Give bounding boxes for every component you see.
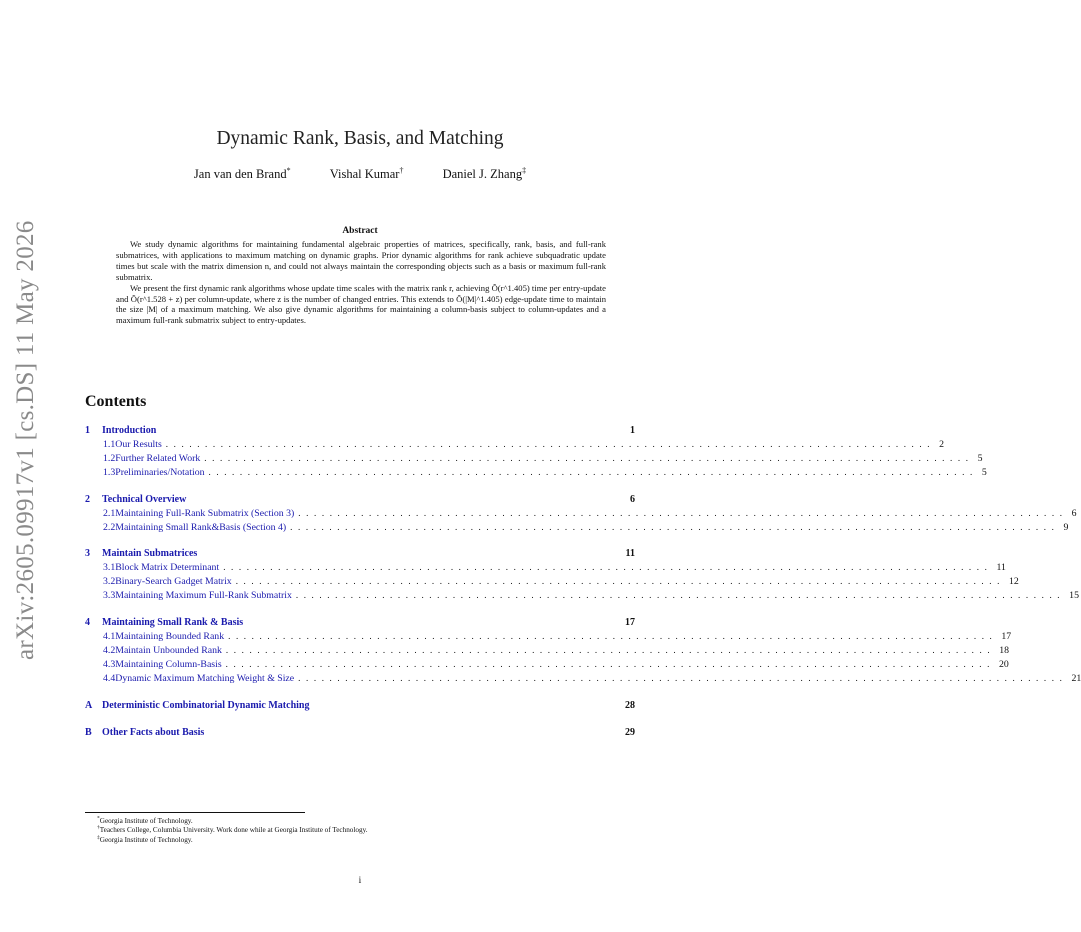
toc-page-number: 21 xyxy=(1071,672,1081,684)
toc-subsection-number: 4.4 xyxy=(103,672,116,684)
author xyxy=(194,167,291,182)
toc-subsection-title: Maintaining Column-Basis xyxy=(115,658,222,670)
toc-page-number: 11 xyxy=(996,562,1006,574)
abstract-paragraph: We study dynamic algorithms for maintaining fundamental algebraic properties of matrices, specifically, rank, basis, and full-rank submatrices, with applications to maximum matching on dynamic graphs. Prior dynamic algorithms for rank achieve subquadratic update times but scale with the matrix dimension n, and could not always maintain the corresponding objects such as a basis or maximum full-rank submatrix. xyxy=(116,239,606,282)
footnote-text: Teachers College, Columbia University. Work done while at Georgia Institute of Technology. xyxy=(99,826,368,835)
toc-page-number: 12 xyxy=(1009,576,1019,588)
toc-subsection[interactable] xyxy=(85,521,1069,535)
toc-subsection-number: 1.3 xyxy=(103,466,116,478)
toc-subsection-number: 1.1 xyxy=(103,439,116,450)
toc-subsection-number: 4.3 xyxy=(103,658,116,670)
footnote-mark: ‡ xyxy=(97,834,100,841)
toc-section-2[interactable] xyxy=(85,493,635,507)
toc-section-title: Maintain Submatrices xyxy=(102,548,198,560)
toc-leader-dots: .................................................................................................. xyxy=(228,631,998,642)
toc-subsection-title: Dynamic Maximum Matching Weight & Size xyxy=(115,672,295,684)
toc-page-number: 17 xyxy=(1001,631,1012,643)
toc-section-title: Other Facts about Basis xyxy=(102,726,205,738)
toc-section-number: 2 xyxy=(85,493,90,505)
toc-section-number: 1 xyxy=(85,425,90,436)
toc-subsection-number: 4.2 xyxy=(103,645,116,657)
toc-leader-dots: .................................................................................................. xyxy=(165,439,936,449)
toc-subsection-number: 2.2 xyxy=(103,521,116,533)
contents-heading: Contents xyxy=(85,393,147,410)
toc-subsection-title: Maintain Unbounded Rank xyxy=(115,645,222,657)
author xyxy=(330,167,404,182)
toc-section-number: 3 xyxy=(85,548,90,560)
toc-subsection[interactable] xyxy=(85,672,1081,686)
toc-section-title: Technical Overview xyxy=(102,493,187,505)
toc-subsection[interactable] xyxy=(85,507,1077,521)
toc-page-number: 6 xyxy=(1071,507,1077,519)
toc-leader-dots: .................................................................................................. xyxy=(225,658,995,669)
toc-section-title: Maintaining Small Rank & Basis xyxy=(102,617,244,629)
toc-section-number: A xyxy=(85,699,93,711)
toc-section-number: 4 xyxy=(85,617,90,629)
toc-subsection-title: Block Matrix Determinant xyxy=(115,562,220,574)
toc-section-number: B xyxy=(85,726,92,738)
toc-page-number: 18 xyxy=(999,645,1010,657)
toc-page-number: 11 xyxy=(625,548,635,560)
author-mark: † xyxy=(399,165,404,175)
footnote-mark: † xyxy=(97,825,100,832)
toc-page-number: 9 xyxy=(1063,521,1069,533)
toc-page-number: 17 xyxy=(625,617,635,629)
toc-page-number: 28 xyxy=(625,699,635,711)
toc-page-number: 29 xyxy=(625,726,635,738)
abstract-heading: Abstract xyxy=(342,226,378,236)
toc-leader-dots: .................................................................................................. xyxy=(235,576,1005,587)
toc-leader-dots: .................................................................................................. xyxy=(298,672,1068,683)
toc-subsection-title: Maintaining Maximum Full-Rank Submatrix xyxy=(115,590,292,602)
footnote xyxy=(97,836,368,845)
toc-subsection-title: Preliminaries/Notation xyxy=(115,466,205,478)
toc-subsection-title: Maintaining Bounded Rank xyxy=(115,631,225,643)
toc-subsection[interactable] xyxy=(85,630,1012,644)
toc-page-number: 2 xyxy=(939,439,945,450)
toc-page-number: 6 xyxy=(630,493,635,505)
toc-subsection[interactable] xyxy=(85,575,1019,589)
toc-subsection[interactable] xyxy=(85,589,1079,603)
page-number: i xyxy=(358,876,362,886)
toc-subsection-title: Maintaining Small Rank&Basis (Section 4) xyxy=(115,521,287,533)
toc-page-number: 15 xyxy=(1069,590,1079,602)
toc-subsection-number: 2.1 xyxy=(103,507,116,519)
author-name: Vishal Kumar xyxy=(329,167,400,181)
author-name: Daniel J. Zhang xyxy=(442,167,523,181)
author xyxy=(443,167,527,182)
footnote xyxy=(97,826,368,835)
footnote-mark: * xyxy=(97,815,100,822)
toc-section-3[interactable] xyxy=(85,547,635,561)
toc-appendix-a[interactable] xyxy=(85,699,635,713)
toc-subsection[interactable] xyxy=(85,438,945,452)
footnote-text: Georgia Institute of Technology. xyxy=(99,817,193,825)
table-of-contents xyxy=(85,424,1081,740)
toc-page-number: 5 xyxy=(981,466,987,478)
author-list xyxy=(0,167,720,182)
toc-subsection[interactable] xyxy=(85,561,1006,575)
toc-subsection[interactable] xyxy=(85,644,1010,658)
toc-subsection-number: 3.3 xyxy=(103,590,116,602)
toc-leader-dots: .................................................................................................. xyxy=(290,521,1060,532)
toc-subsection-title: Further Related Work xyxy=(115,452,201,464)
toc-leader-dots: .................................................................................................. xyxy=(225,645,996,656)
toc-subsection[interactable] xyxy=(85,452,983,466)
toc-page-number: 5 xyxy=(977,452,983,464)
toc-section-title: Deterministic Combinatorial Dynamic Matching xyxy=(102,699,310,711)
toc-leader-dots: .................................................................................................. xyxy=(298,507,1068,518)
toc-subsection-number: 3.2 xyxy=(103,576,116,588)
toc-subsection[interactable] xyxy=(85,466,987,480)
toc-leader-dots: .................................................................................................. xyxy=(295,590,1066,601)
toc-subsection-number: 1.2 xyxy=(103,452,116,464)
toc-subsection-title: Our Results xyxy=(115,439,162,450)
footnote-rule xyxy=(85,812,305,813)
toc-subsection-number: 3.1 xyxy=(103,562,116,574)
toc-leader-dots: .................................................................................................. xyxy=(208,466,978,477)
abstract xyxy=(116,239,606,326)
author-name: Jan van den Brand xyxy=(193,167,287,181)
toc-page-number: 20 xyxy=(998,658,1009,670)
toc-section-4[interactable] xyxy=(85,616,635,630)
abstract-paragraph: We present the first dynamic rank algorithms whose update time scales with the matrix rank r, achieving Õ(r^1.405) time per entry-update and Õ(r^1.528 + z) per column-update, where z is the number of changed entries. This extends to Õ(|M|^1.405) edge-update time to maintain the size |M| of a maximum matching. We also give dynamic algorithms for maintaining a column-basis subject to column-updates and a maximum full-rank submatrix subject to entry-updates. xyxy=(116,282,606,326)
toc-appendix-b[interactable] xyxy=(85,726,635,740)
arxiv-stamp: arXiv:2605.09917v1 [cs.DS] 11 May 2026 xyxy=(12,220,39,660)
footnote xyxy=(97,817,368,826)
toc-leader-dots: .................................................................................................. xyxy=(223,562,993,573)
toc-page-number: 1 xyxy=(630,425,635,436)
toc-section-title: Introduction xyxy=(102,425,157,436)
toc-subsection-title: Maintaining Full-Rank Submatrix (Section 3) xyxy=(115,507,295,519)
author-mark: * xyxy=(286,165,291,175)
footnote-text: Georgia Institute of Technology. xyxy=(99,835,193,844)
author-mark: ‡ xyxy=(522,165,527,175)
toc-leader-dots: .................................................................................................. xyxy=(204,452,974,463)
footnotes xyxy=(97,817,368,845)
toc-section-1[interactable] xyxy=(85,424,635,438)
toc-subsection[interactable] xyxy=(85,658,1009,672)
toc-subsection-title: Binary-Search Gadget Matrix xyxy=(115,576,232,588)
paper-title: Dynamic Rank, Basis, and Matching xyxy=(216,128,504,149)
toc-subsection-number: 4.1 xyxy=(103,631,116,643)
